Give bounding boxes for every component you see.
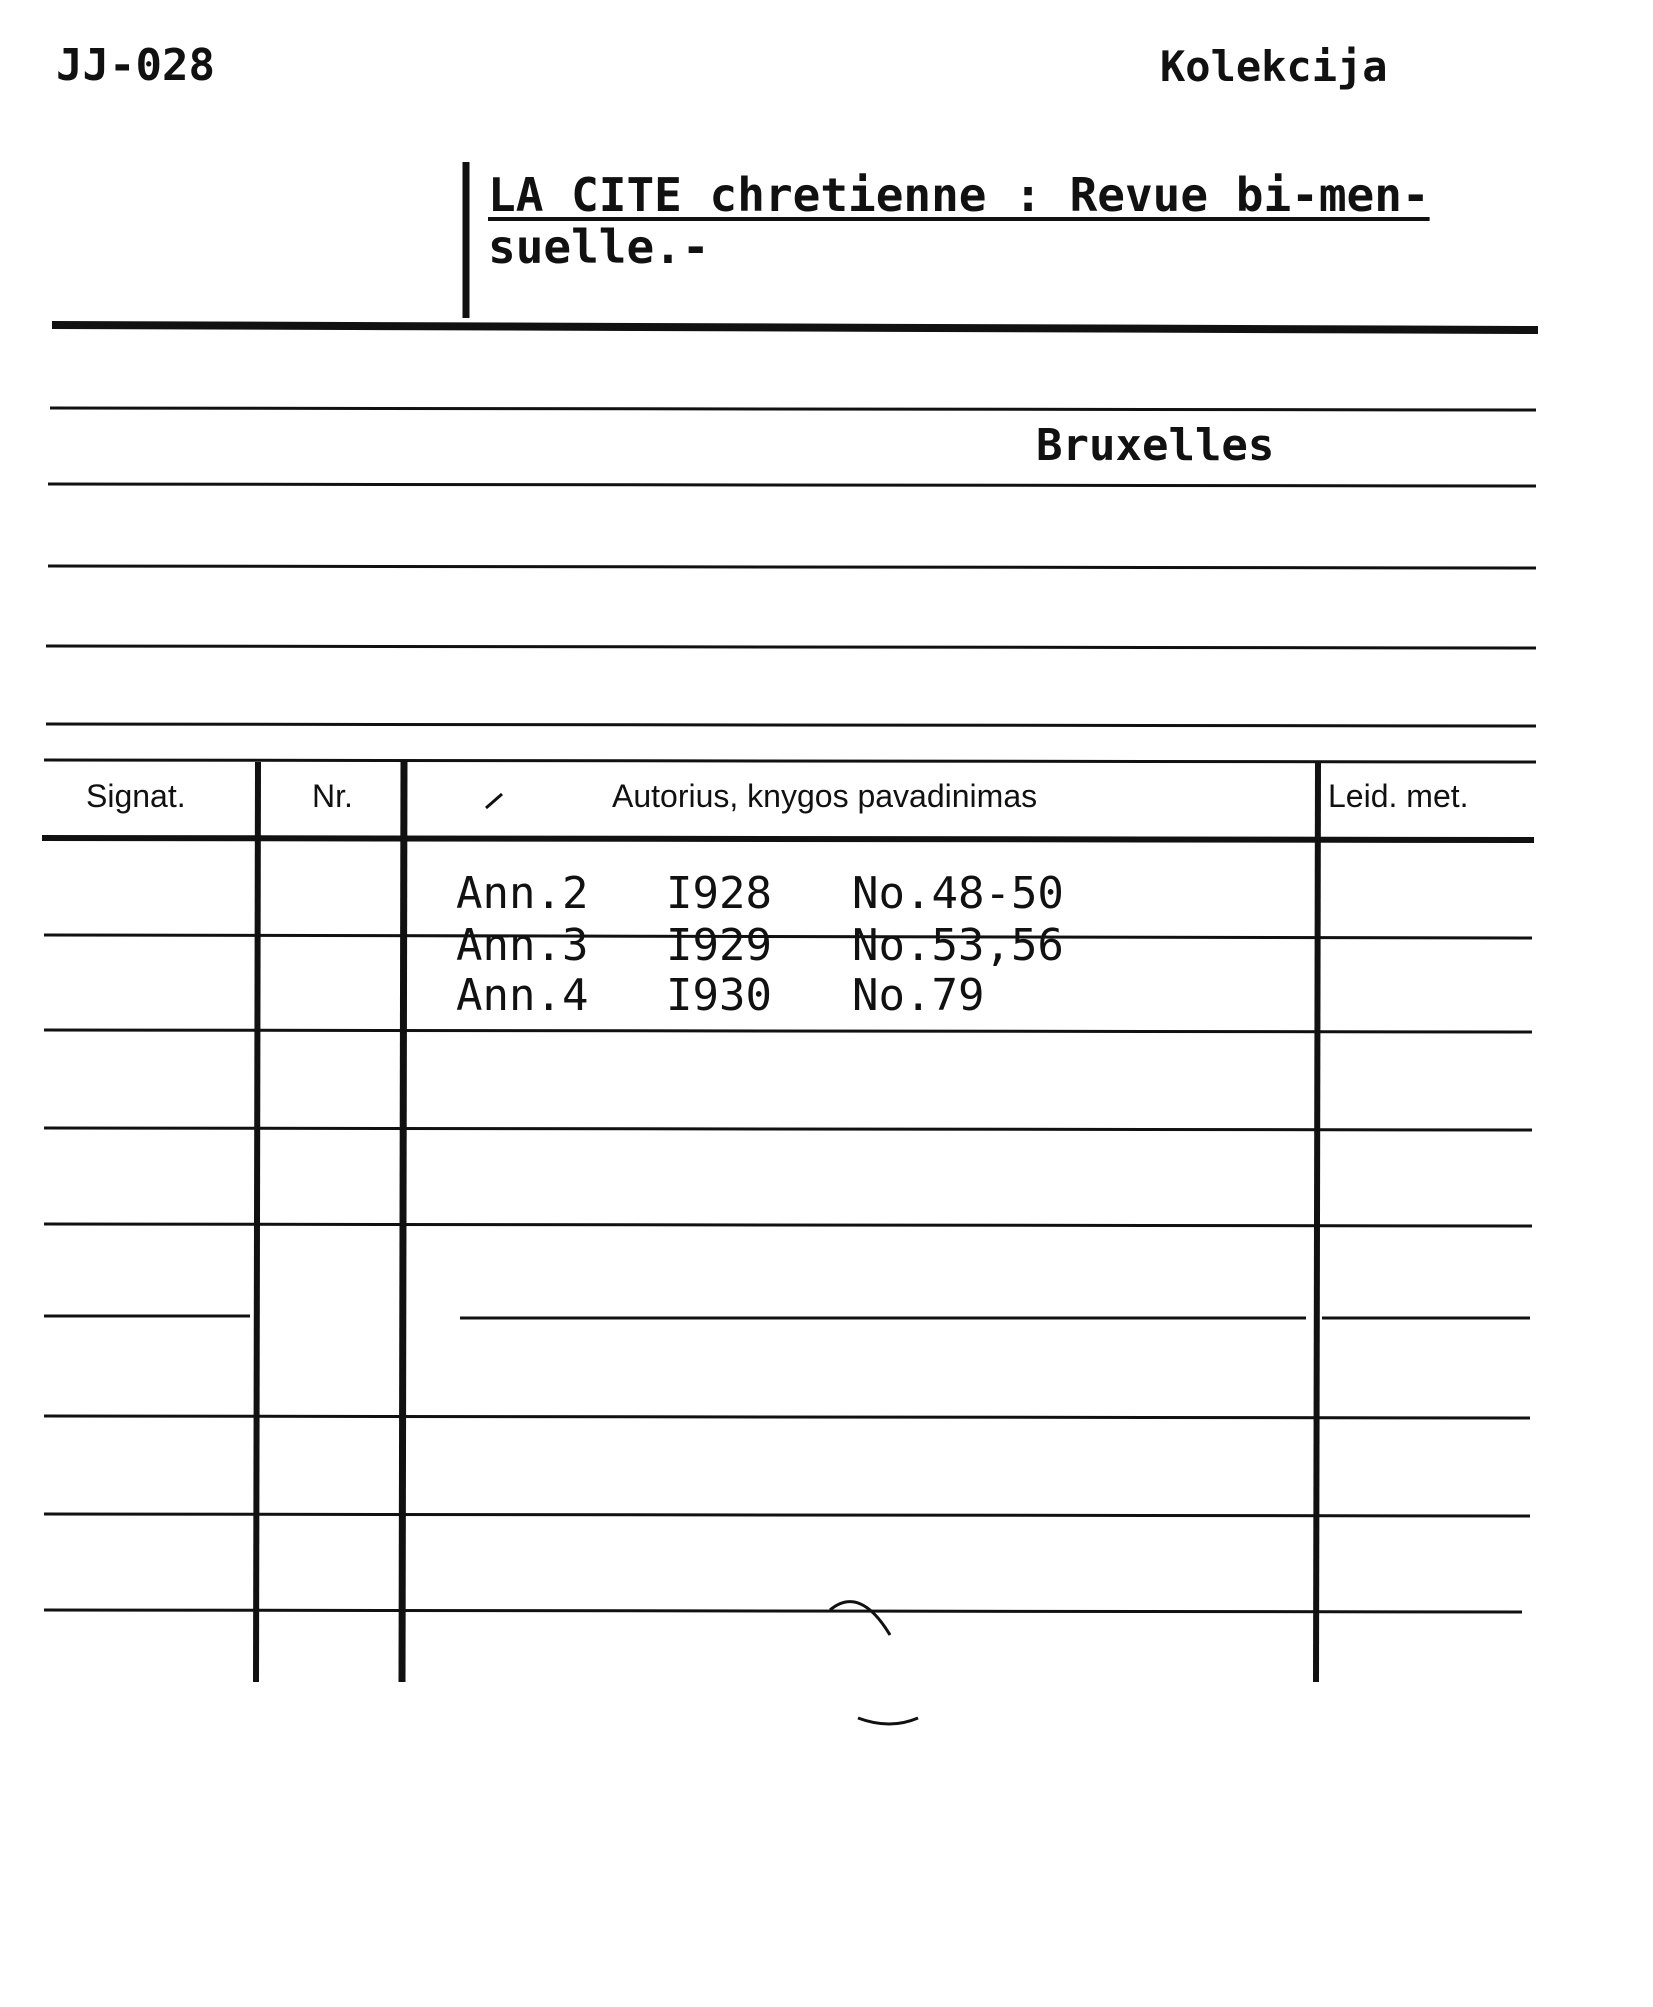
header-rule — [42, 838, 1534, 840]
header-nr: Nr. — [312, 778, 353, 814]
punch-hole-mark — [830, 1602, 890, 1635]
entry-annus: Ann.2 — [456, 868, 589, 919]
title-line-1: LA CITE chretienne : Revue bi-men- — [488, 168, 1430, 222]
entry-numbers: No.53,56 — [852, 920, 1064, 971]
publication-place: Bruxelles — [1036, 420, 1275, 471]
title-line-2: suelle.- — [488, 220, 710, 274]
entry-year: I930 — [666, 970, 772, 1021]
holding-entry-struck — [456, 920, 1064, 971]
holding-entry — [456, 868, 1064, 919]
entry-year: I929 — [666, 920, 772, 971]
collection-label: Kolekcija — [1160, 42, 1388, 91]
card-id: JJ-028 — [56, 40, 215, 91]
entry-annus: Ann.3 — [456, 920, 589, 971]
entry-numbers: No.48-50 — [852, 868, 1064, 919]
holding-entry — [456, 970, 984, 1021]
entry-numbers: No.79 — [852, 970, 985, 1021]
heavy-rule — [52, 325, 1538, 330]
col-divider-3 — [1316, 762, 1318, 1682]
col-divider-2 — [402, 762, 404, 1682]
entry-year: I928 — [666, 868, 772, 919]
header-author-title: Autorius, knygos pavadinimas — [612, 778, 1038, 814]
header-signat: Signat. — [86, 778, 186, 814]
col-divider-1 — [256, 762, 258, 1682]
header-leid-met: Leid. met. — [1328, 778, 1469, 814]
entry-annus: Ann.4 — [456, 970, 589, 1021]
